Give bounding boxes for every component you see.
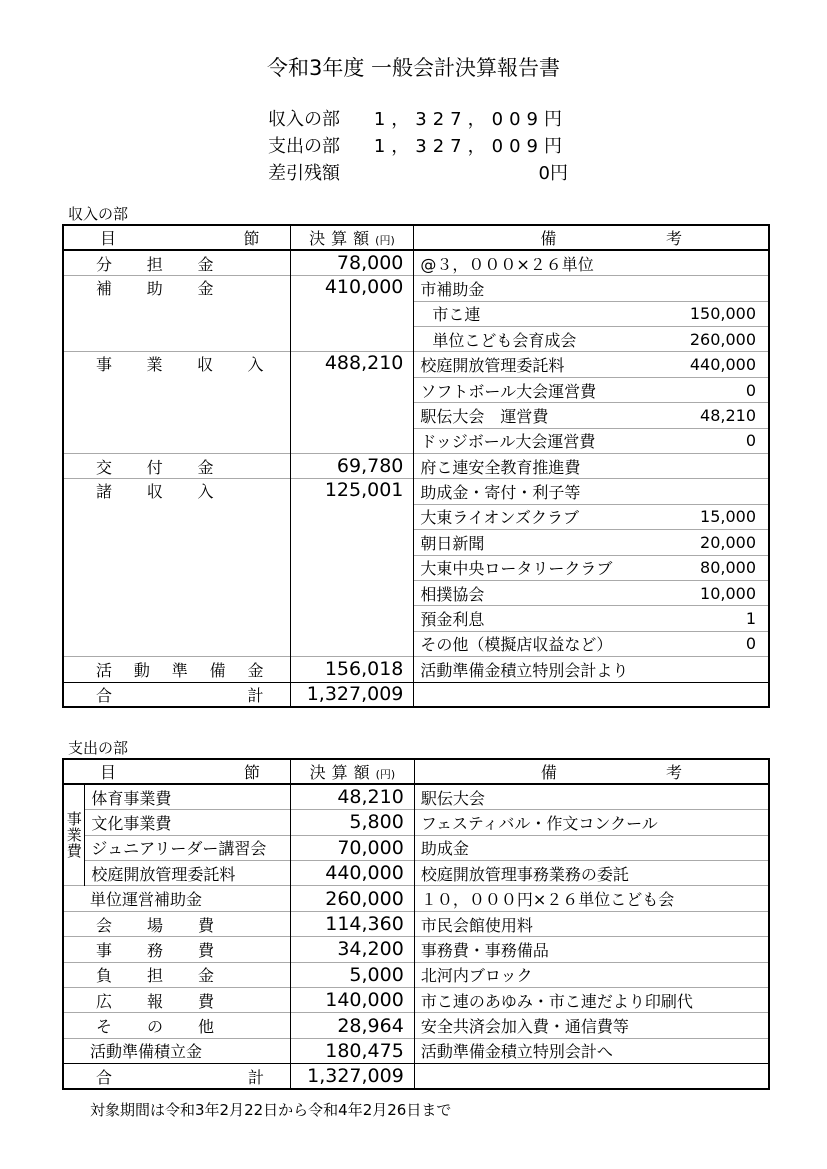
income-total-label: 合 計 [63,682,290,707]
expense-amount: 440,000 [291,861,415,886]
income-note: 相撲協会 [420,584,485,604]
income-note: 預金利息 [420,610,485,630]
expense-row [63,962,769,987]
income-note: 大東ライオンズクラブ [420,508,579,528]
expense-amount: 48,210 [291,784,415,809]
income-row [63,250,769,275]
income-note: 駅伝大会 運営費 [420,406,549,426]
income-note-value: 1 [745,609,756,629]
expense-row [63,861,769,886]
income-header-row [63,225,769,250]
income-amount: 69,780 [290,454,414,479]
income-note: 活動準備金積立特別会計より [420,660,629,680]
income-note-value: 0 [745,634,756,654]
expense-amount: 28,964 [291,1013,415,1038]
income-note: 府こ連安全教育推進費 [420,457,581,477]
expense-note: 活動準備金積立特別会計へ [420,1042,613,1062]
income-row [63,479,769,504]
expense-group-label: 事 業 費 [63,784,85,886]
header-note: 備 考 [540,763,682,783]
expense-note: 事務費・事務備品 [420,940,549,960]
income-note: 市こ連 [432,305,481,325]
income-note-value: 260,000 [689,329,756,349]
summary-label: 支出の部 [268,136,340,157]
income-note-value: 0 [745,431,756,451]
expense-item: ジュニアリーダー講習会 [85,835,291,860]
income-row [63,454,769,479]
expense-section-label: 支出の部 [68,739,129,757]
income-item: 事 業 収 入 [63,352,290,454]
header-amount: 決算額(円) [290,225,414,250]
expense-note: フェスティバル・作文コンクール [420,813,658,833]
income-note-value: 20,000 [700,532,756,552]
income-row [63,657,769,682]
income-note-value: 48,210 [700,405,756,425]
expense-item: 会 場 費 [63,911,291,936]
summary-amount: 0円 [538,163,568,184]
income-amount: 78,000 [290,250,414,275]
document-title: 令和3年度 一般会計決算報告書 [266,56,561,80]
expense-row [63,937,769,962]
income-note: ソフトボール大会運営費 [420,381,597,401]
expense-amount: 260,000 [291,886,415,911]
expense-item: 校庭開放管理委託料 [85,861,291,886]
income-amount: 156,018 [290,657,414,682]
expense-header-row [63,759,769,784]
income-note-value: 10,000 [700,583,756,603]
expense-amount: 34,200 [291,937,415,962]
income-note: ドッジボール大会運営費 [420,432,596,452]
income-row [63,352,769,377]
expense-row [63,1013,769,1038]
income-amount: 488,210 [290,352,414,454]
income-note-value: 150,000 [689,304,756,324]
income-note: その他（模擬店収益など） [420,635,613,655]
income-note: @３，０００×２６単位 [420,254,594,274]
expense-row [63,911,769,936]
income-amount: 410,000 [290,276,414,352]
expense-row [63,1038,769,1063]
expense-row [63,988,769,1013]
expense-amount: 114,360 [291,911,415,936]
period-footnote: 対象期間は令和3年2月22日から令和4年2月26日まで [90,1101,452,1119]
header-note: 備 考 [540,229,682,249]
income-note: 校庭開放管理委託料 [420,356,565,376]
income-note: 単位こども会育成会 [432,330,577,350]
summary-amount: 1，327，009円 [373,136,568,157]
income-item: 交 付 金 [63,454,290,479]
expense-item: 文化事業費 [85,810,291,835]
expense-total-amount: 1,327,009 [291,1064,415,1089]
header-item: 目 節 [63,759,291,784]
income-note: 市補助金 [420,279,485,299]
header-amount: 決算額(円) [291,759,415,784]
summary-block [268,106,568,187]
expense-total-label: 合 計 [63,1064,291,1089]
summary-label: 収入の部 [268,109,340,130]
expense-item: 負 担 金 [63,962,291,987]
income-item: 分 担 金 [63,250,290,275]
expense-item: 広 報 費 [63,988,291,1013]
income-table [62,224,770,708]
income-note-value: 15,000 [700,507,756,527]
expense-total-note [414,1064,769,1089]
income-row [63,276,769,301]
expense-item: 体育事業費 [85,784,291,809]
summary-amount: 1，327，009円 [373,109,568,130]
expense-amount: 180,475 [291,1038,415,1063]
income-amount: 125,001 [290,479,414,657]
expense-note: 駅伝大会 [420,788,485,808]
expense-note: 市民会館使用料 [420,915,533,935]
summary-label: 差引残額 [268,163,340,184]
income-item: 諸 収 入 [63,479,290,657]
expense-amount: 5,800 [291,810,415,835]
expense-note: １０，０００円×２６単位こども会 [420,890,675,910]
summary-row-expense [268,133,568,160]
expense-table [62,758,770,1090]
income-note: 助成金・寄付・利子等 [420,483,581,503]
income-total-row [63,682,769,707]
income-total-amount: 1,327,009 [290,682,414,707]
income-section-label: 収入の部 [68,205,129,223]
expense-note: 市こ連のあゆみ・市こ連だより印刷代 [420,991,693,1011]
header-item: 目 節 [63,225,290,250]
summary-row-income [268,106,568,133]
income-note: 朝日新聞 [420,533,485,553]
expense-amount: 140,000 [291,988,415,1013]
expense-total-row [63,1064,769,1089]
income-total-note [414,682,769,707]
income-note-value: 440,000 [689,355,756,375]
expense-row [63,784,769,809]
income-item: 補 助 金 [63,276,290,352]
expense-amount: 70,000 [291,835,415,860]
expense-row [63,835,769,860]
expense-item: 単位運営補助金 [63,886,291,911]
expense-row [63,810,769,835]
expense-note: 校庭開放管理事務業務の委託 [420,864,629,884]
expense-note: 安全共済会加入費・通信費等 [420,1017,629,1037]
expense-note: 助成金 [420,839,469,859]
expense-item: 事 務 費 [63,937,291,962]
expense-row [63,886,769,911]
expense-item: そ の 他 [63,1013,291,1038]
expense-note: 北河内ブロック [420,966,533,986]
expense-item: 活動準備積立金 [63,1038,291,1063]
income-item: 活 動 準 備 金 [63,657,290,682]
expense-amount: 5,000 [291,962,415,987]
income-note-value: 80,000 [700,558,756,578]
income-note-value: 0 [745,380,756,400]
summary-row-balance [268,160,568,187]
income-note: 大東中央ロータリークラブ [420,559,613,579]
